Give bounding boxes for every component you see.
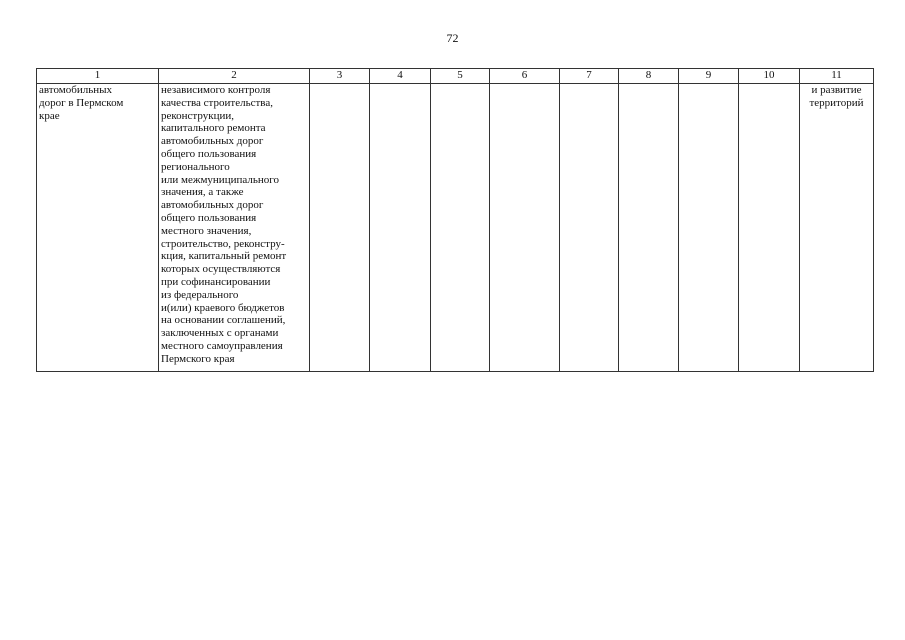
cell-col-1: [37, 84, 159, 372]
column-header-6: 6: [490, 69, 560, 84]
cell-col-4: [370, 84, 431, 372]
cell-col-2: [159, 84, 310, 372]
table-row: [37, 84, 874, 372]
cell-col-6: [490, 84, 560, 372]
cell-text-col-2: независимого контроля качества строительства, реконструкции, капитального ремонта автомобильных дорог общего пользования регионального или межмуниципального значения, а также автомобильных дорог общего пользования местного значения, строительство, реконстру- кция, капитальный ремонт которых осуществляются при софинансировании из федерального и(или) краевого бюджетов на основании соглашений, заключенных с органами местного самоуправления Пермского края: [161, 84, 287, 365]
cell-col-8: [619, 84, 679, 372]
column-header-5: 5: [431, 69, 490, 84]
column-header-8: 8: [619, 69, 679, 84]
column-header-2: 2: [159, 69, 310, 84]
column-header-4: 4: [370, 69, 431, 84]
cell-col-10: [739, 84, 800, 372]
cell-col-3: [310, 84, 370, 372]
cell-text-col-1: автомобильных дорог в Пермском крае: [39, 84, 124, 122]
column-header-1: 1: [37, 69, 159, 84]
cell-col-11: [800, 84, 874, 372]
cell-col-9: [679, 84, 739, 372]
document-table: [36, 68, 874, 372]
column-header-7: 7: [560, 69, 619, 84]
column-header-11: 11: [800, 69, 874, 84]
cell-text-col-11: и развитие территорий: [809, 84, 864, 109]
cell-col-5: [431, 84, 490, 372]
page-number: 72: [446, 31, 459, 45]
column-header-10: 10: [739, 69, 800, 84]
table-header-row: [37, 69, 874, 84]
column-header-3: 3: [310, 69, 370, 84]
column-header-9: 9: [679, 69, 739, 84]
cell-col-7: [560, 84, 619, 372]
